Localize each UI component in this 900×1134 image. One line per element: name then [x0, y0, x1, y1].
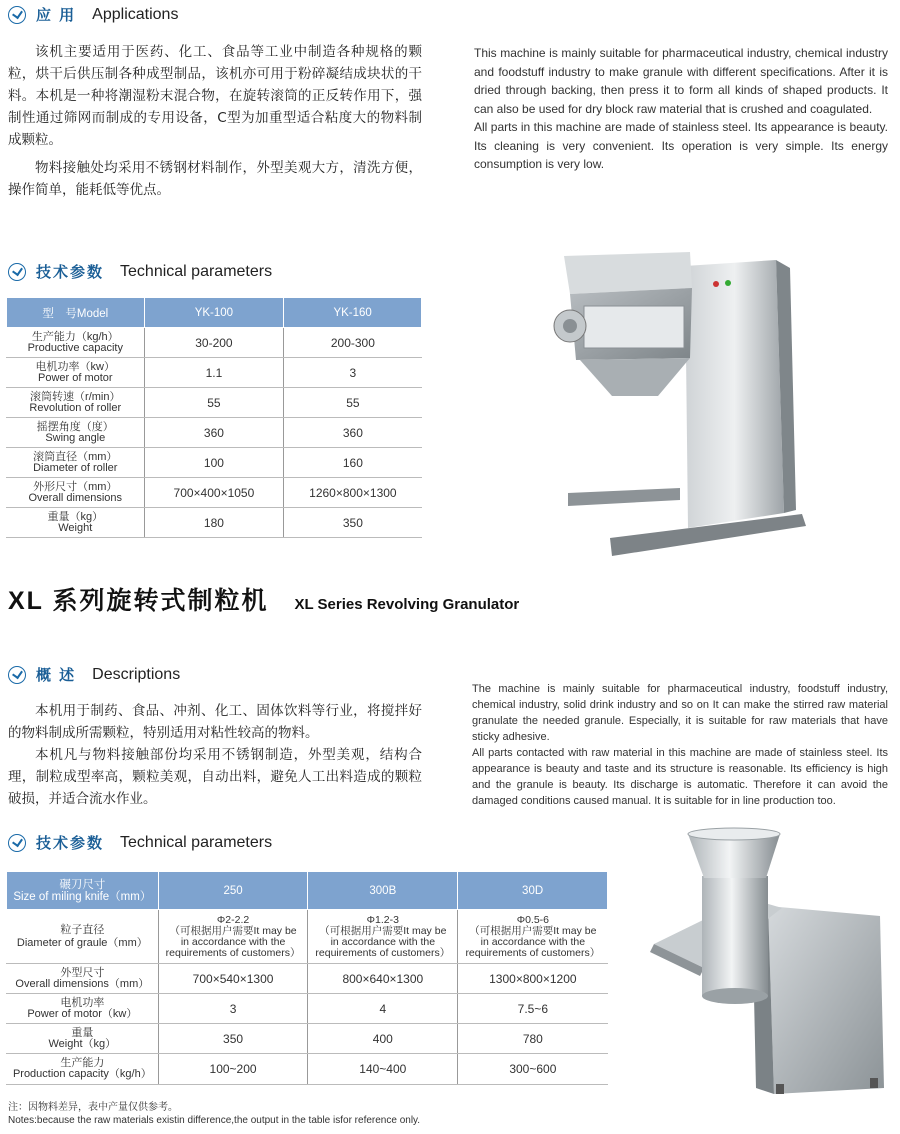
table-row	[7, 388, 422, 418]
cell-value: 3	[158, 994, 308, 1024]
row-label: 粒子直径 Diameter of graule（mm）	[7, 910, 159, 964]
header-cell: 碾刀尺寸 Size of miling knife（mm）	[7, 872, 159, 910]
en-paragraph: This machine is mainly suitable for pharmaceutical industry, chemical industry and foodstuff industry to make granule with different specifications. After it is dried through backing, then press it to form all kinds of shaped products. It can also be used for dry block raw material that is crushed and coagulated.	[474, 46, 888, 116]
applications-en-title: Applications	[92, 5, 179, 23]
cn-paragraph: 本机用于制药、食品、冲剂、化工、固体饮料等行业，将搅拌好的物料制成所需颗粒，特别适用对粘性较高的物料。	[8, 703, 422, 741]
cell-value: 140~400	[308, 1054, 458, 1085]
tech1-heading	[8, 261, 272, 282]
cell-value: 55	[144, 388, 284, 418]
table-row	[7, 1054, 608, 1085]
cell-value: 360	[144, 418, 284, 448]
table-row	[7, 994, 608, 1024]
row-label: 外形尺寸（mm） Overall dimensions	[7, 478, 145, 508]
cn-paragraph: 物料接触处均采用不锈钢材料制作，外型美观大方，清洗方便，操作简单，能耗低等优点。	[8, 160, 422, 198]
table-row	[7, 478, 422, 508]
table-row	[7, 964, 608, 994]
cell-value: 100	[144, 448, 284, 478]
revolving-granulator-image	[648, 826, 892, 1096]
row-label: 重量 Weight（kg）	[7, 1024, 159, 1054]
cell-value: 400	[308, 1024, 458, 1054]
cell-value: 360	[284, 418, 422, 448]
table-header-row	[7, 298, 422, 328]
header-cell: 300B	[308, 872, 458, 910]
en-paragraph: All parts contacted with raw material in this machine are made of stainless steel. Its appearance is beauty and taste and its structure is reasonable. Its efficiency is high and the granule is beauty. Its discharge is automatic. Therefore it can avoid the damaged conditions caused manual. It is suitable for in line production too.	[472, 747, 888, 807]
applications-heading	[8, 4, 178, 25]
cell-value: 3	[284, 358, 422, 388]
xl-title-cn: XL 系列旋转式制粒机	[8, 587, 269, 615]
xl-title-en: XL Series Revolving Granulator	[294, 596, 520, 613]
cell-value: 180	[144, 508, 284, 538]
cell-value: 800×640×1300	[308, 964, 458, 994]
descriptions-en-text	[472, 681, 888, 809]
cell-value: 100~200	[158, 1054, 308, 1085]
descriptions-cn-title: 概 述	[36, 667, 77, 684]
cn-paragraph: 本机凡与物料接触部份均采用不锈钢制造，外型美观，结构合理，制粒成型率高，颗粒美观，自动出料，避免人工出料造成的颗粒破损，并适合流水作业。	[8, 747, 422, 807]
row-label: 摇摆角度（度） Swing angle	[7, 418, 145, 448]
cell-value: 7.5~6	[458, 994, 608, 1024]
row-label: 外型尺寸 Overall dimensions（mm）	[7, 964, 159, 994]
en-paragraph: All parts in this machine are made of stainless steel. Its appearance is beauty. Its cleaning is very convenient. Its operation is very simple. Its energy consumption is very low.	[474, 120, 888, 171]
cell-value: 1260×800×1300	[284, 478, 422, 508]
check-circle-icon	[8, 263, 26, 281]
cell-value: 350	[158, 1024, 308, 1054]
tech1-en-title: Technical parameters	[120, 262, 273, 280]
en-paragraph: The machine is mainly suitable for pharmaceutical industry, foodstuff industry, chemical industry, solid drink industry and so on It can make the stirred raw material granulate the needed granule. Especially, it is suitable for raw materials that have sticky adhesive.	[472, 683, 888, 743]
cell-value: Φ1.2-3 （可根据用户需要It may be in accordance with the requirements of customers）	[308, 910, 458, 964]
cell-value: 350	[284, 508, 422, 538]
descriptions-en-title: Descriptions	[92, 665, 181, 683]
table-row	[7, 448, 422, 478]
tech2-heading	[8, 832, 272, 853]
cn-paragraph: 该机主要适用于医药、化工、食品等工业中制造各种规格的颗粒，烘干后供压制各种成型制品，该机亦可用于粉碎凝结成块状的干料。本机是一种将潮湿粉末混合物，在旋转滚筒的正反转作用下，强制性通过筛网而制成的专用设备，C型为加重型适合粘度大的物料制成颗粒。	[8, 44, 422, 148]
header-cell: YK-160	[284, 298, 422, 328]
cell-value: Φ0.5-6 （可根据用户需要It may be in accordance with the requirements of customers）	[458, 910, 608, 964]
cell-value: 700×540×1300	[158, 964, 308, 994]
note-en: Notes:because the raw materials existin difference,the output in the table isfor reference only.	[8, 1115, 421, 1126]
header-cell: 30D	[458, 872, 608, 910]
row-label: 滚筒转速（r/min） Revolution of roller	[7, 388, 145, 418]
cell-value: 700×400×1050	[144, 478, 284, 508]
cell-value: 300~600	[458, 1054, 608, 1085]
note-cn: 注：因物料差异，表中产量仅供参考。	[8, 1102, 178, 1113]
applications-en-text	[474, 44, 888, 174]
table-row	[7, 508, 422, 538]
row-label: 滚筒直径（mm） Diameter of roller	[7, 448, 145, 478]
cell-value: 1.1	[144, 358, 284, 388]
cell-value: 1300×800×1200	[458, 964, 608, 994]
applications-cn-text	[8, 41, 422, 201]
tech1-cn-title: 技术参数	[36, 264, 105, 281]
cell-value: 200-300	[284, 328, 422, 358]
row-label: 生产能力（kg/h） Productive capacity	[7, 328, 145, 358]
header-cell: 型 号Model	[7, 298, 145, 328]
tech2-en-title: Technical parameters	[120, 833, 273, 851]
descriptions-cn-text	[8, 700, 422, 810]
header-cell: 250	[158, 872, 308, 910]
table-row	[7, 1024, 608, 1054]
cell-value: 30-200	[144, 328, 284, 358]
table-row	[7, 358, 422, 388]
header-cell: YK-100	[144, 298, 284, 328]
cell-value: 780	[458, 1024, 608, 1054]
row-label: 生产能力 Production capacity（kg/h）	[7, 1054, 159, 1085]
tech2-table	[6, 871, 608, 1085]
table-header-row	[7, 872, 608, 910]
row-label: 电机功率 Power of motor（kw）	[7, 994, 159, 1024]
cell-value: 55	[284, 388, 422, 418]
row-label: 电机功率（kw） Power of motor	[7, 358, 145, 388]
cell-value: 4	[308, 994, 458, 1024]
check-circle-icon	[8, 6, 26, 24]
table-row	[7, 910, 608, 964]
xl-series-title	[8, 581, 519, 617]
table-row	[7, 328, 422, 358]
tech1-table	[6, 297, 422, 538]
notes	[8, 1101, 420, 1127]
tech2-cn-title: 技术参数	[36, 835, 105, 852]
descriptions-heading	[8, 664, 180, 685]
row-label: 重量（kg） Weight	[7, 508, 145, 538]
applications-cn-title: 应 用	[36, 7, 77, 24]
swing-granulator-image	[540, 238, 812, 564]
table-row	[7, 418, 422, 448]
cell-value: Φ2-2.2 （可根据用户需要It may be in accordance with the requirements of customers）	[158, 910, 308, 964]
check-circle-icon	[8, 666, 26, 684]
check-circle-icon	[8, 834, 26, 852]
cell-value: 160	[284, 448, 422, 478]
